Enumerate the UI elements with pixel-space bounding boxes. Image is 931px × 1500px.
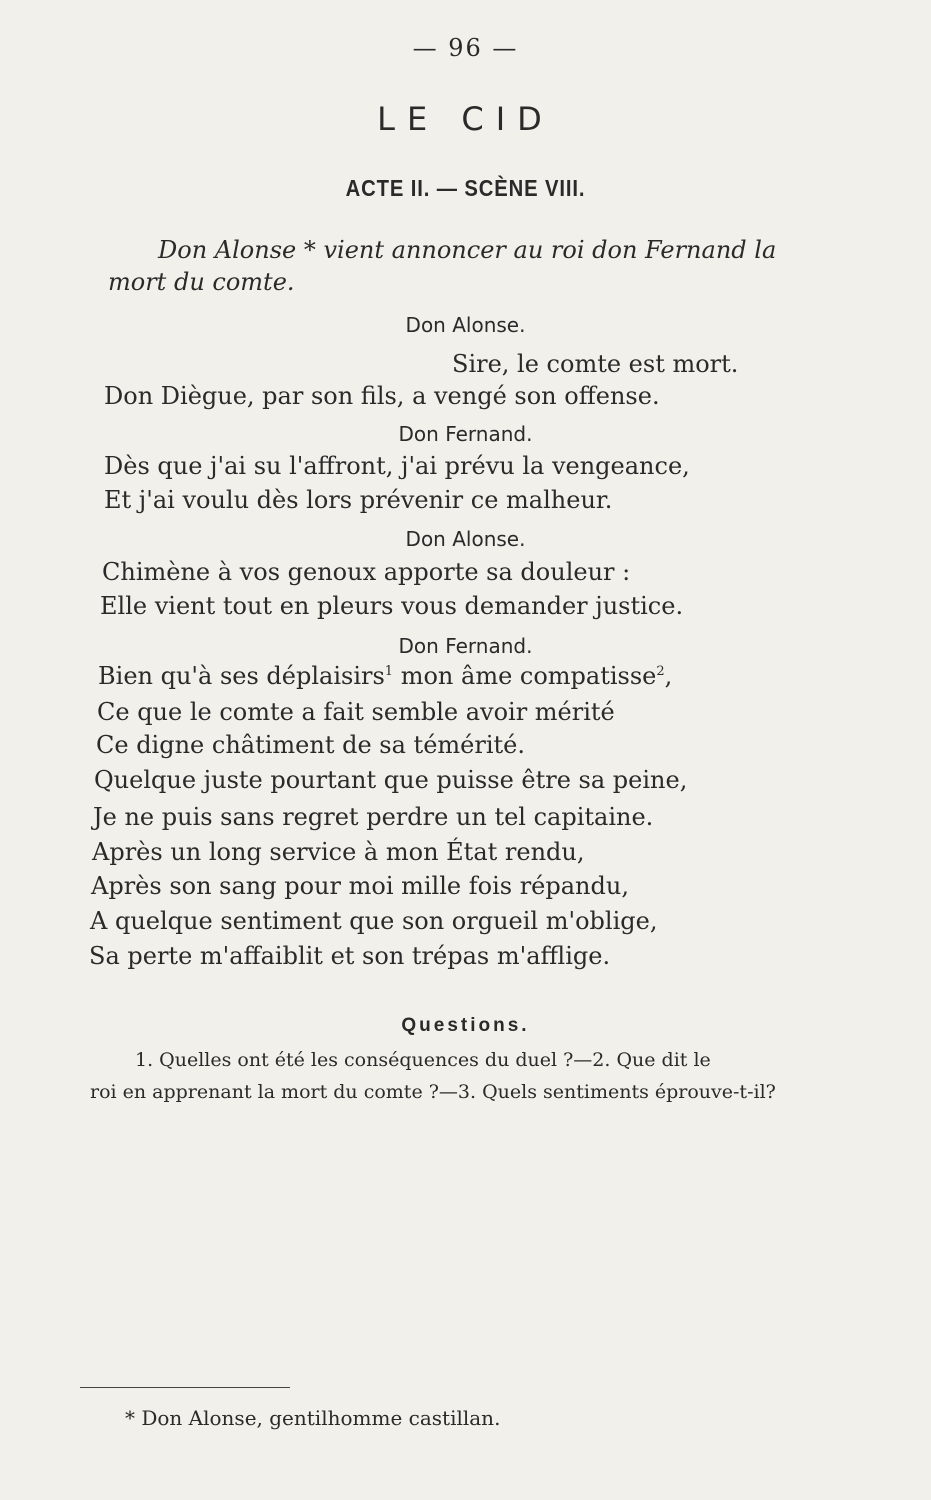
speaker-alonse-2: Don Alonse. [405,527,526,551]
act-scene-heading: ACTE II. — SCÈNE VIII. [345,175,586,201]
verse-line: Don Diègue, par son fils, a vengé son offense. [104,382,660,410]
verse-line: Et j'ai voulu dès lors prévenir ce malheur. [104,486,613,514]
questions-line-1: 1. Quelles ont été les conséquences du duel ?—2. Que dit le [135,1049,711,1071]
footnote: * Don Alonse, gentilhomme castillan. [125,1406,501,1430]
verse-line: Après un long service à mon État rendu, [92,838,585,866]
verse-fragment: Bien qu'à ses déplaisirs [98,662,385,690]
questions-block [90,1044,860,1108]
stage-direction-line-1: Don Alonse * vient annoncer au roi don Fernand la [158,236,777,264]
verse-line: Elle vient tout en pleurs vous demander justice. [100,592,684,620]
verse-line: Sa perte m'affaiblit et son trépas m'afflige. [89,942,611,970]
note-ref-1: 1 [384,664,394,679]
verse-line: Ce digne châtiment de sa témérité. [96,731,525,759]
stage-direction-line-2: mort du comte. [108,268,295,296]
verse-line: Après son sang pour moi mille fois répandu, [91,872,629,900]
verse-line: A quelque sentiment que son orgueil m'oblige, [90,907,658,935]
page-title: LE CID [377,100,554,138]
stage-direction [108,234,898,298]
verse-line: Je ne puis sans regret perdre un tel capitaine. [93,803,654,831]
questions-line-2: roi en apprenant la mort du comte ?—3. Quels sentiments éprouve-t-il? [90,1081,776,1103]
verse-line: Sire, le comte est mort. [452,350,739,378]
verse-fragment: mon âme compatisse [400,662,657,690]
speaker-fernand-2: Don Fernand. [398,634,533,658]
questions-heading: Questions. [401,1015,530,1036]
verse-line: Ce que le comte a fait semble avoir mérité [97,698,615,726]
verse-line: Dès que j'ai su l'affront, j'ai prévu la vengeance, [104,452,690,480]
note-ref-2: 2 [656,664,665,679]
page-number: — 96 — [412,34,519,62]
speaker-alonse-1: Don Alonse. [405,313,526,337]
speaker-fernand-1: Don Fernand. [398,422,533,446]
verse-line: Quelque juste pourtant que puisse être sa peine, [94,766,688,794]
footnote-divider [80,1387,290,1388]
verse-line: Bien qu'à ses déplaisirs$^1$ mon âme compatisse$^2$, [98,662,673,690]
verse-line: Chimène à vos genoux apporte sa douleur : [102,558,631,586]
